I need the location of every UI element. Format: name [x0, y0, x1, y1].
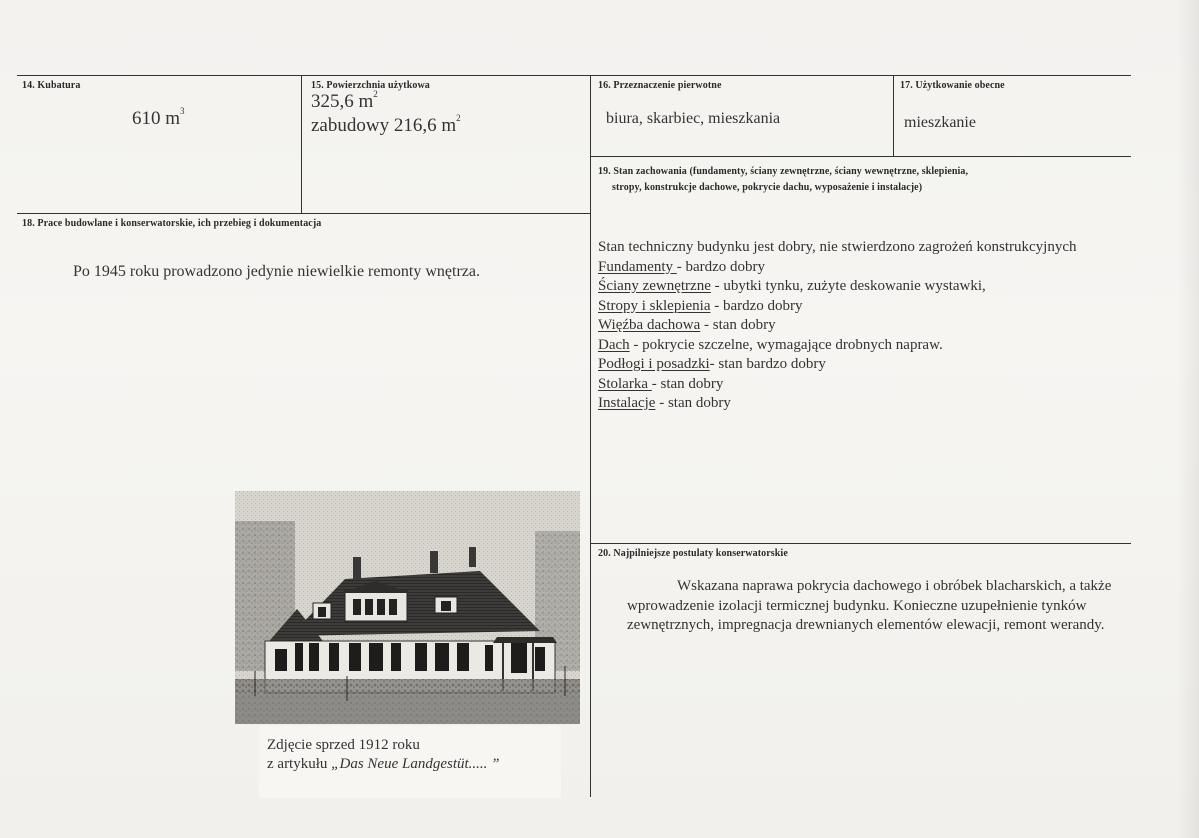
condition-intro: Stan techniczny budynku jest dobry, nie stwierdzono zagrożeń konstrukcyjnych	[598, 239, 1077, 255]
field-19-label-line2: stropy, konstrukcje dachowe, pokrycie dachu, wyposażenie i instalacje)	[612, 182, 923, 193]
field-14-value: 610 $m^3$	[132, 106, 185, 129]
field-15-usable-value: 325,6 $m^2$	[311, 89, 378, 112]
field-18-value: Po 1945 roku prowadzono jedynie niewielkie remonty wnętrza.	[73, 263, 480, 280]
condition-item: Podłogi i posadzki- stan bardzo dobry	[598, 356, 826, 372]
condition-item: Ściany zewnętrzne - ubytki tynku, zużyte deskowanie wystawki,	[598, 278, 986, 294]
rule-18-top	[17, 213, 591, 214]
condition-item: Stropy i sklepienia - bardzo dobry	[598, 297, 803, 314]
field-17-value: mieszkanie	[904, 114, 976, 131]
divider-14-15	[301, 75, 302, 213]
historic-building-photo	[235, 491, 580, 724]
rule-16-17-bottom	[590, 156, 1131, 157]
field-19-label-line1: 19. Stan zachowania (fundamenty, ściany zewnętrzne, ściany wewnętrzne, sklepienia,	[598, 166, 969, 177]
divider-16-17	[893, 75, 894, 157]
field-20-value: Wskazana naprawa pokrycia dachowego i obróbek blacharskich, a także wprowadzenie izolacji termicznej budynku. Konieczne uzupełnienie tynków zewnętrznych, impregnacja drewnianych elementów elewacji, remont werandy.	[627, 578, 1112, 633]
article-title: „Das Neue Landgestüt..... ”	[331, 756, 500, 772]
caption-line-2: z artykułu „Das Neue Landgestüt..... ”	[267, 756, 500, 772]
field-14-label: 14. Kubatura	[22, 80, 81, 91]
condition-item: Fundamenty - bardzo dobry	[598, 258, 766, 275]
top-rule	[17, 75, 1131, 76]
condition-item: Dach - pokrycie szczelne, wymagające drobnych napraw.	[598, 336, 943, 353]
condition-item: Instalacje - stan dobry	[598, 395, 731, 411]
caption-line-1: Zdjęcie sprzed 1912 roku	[267, 737, 420, 753]
house-illustration	[235, 491, 580, 724]
field-17-label: 17. Użytkowanie obecne	[900, 80, 1005, 91]
field-20-label: 20. Najpilniejsze postulaty konserwatorskie	[598, 548, 788, 559]
condition-list	[598, 238, 1076, 414]
field-16-label: 16. Przeznaczenie pierwotne	[598, 80, 722, 91]
condition-item: Stolarka - stan dobry	[598, 375, 724, 392]
rule-20-top	[590, 543, 1131, 544]
field-15-built-value: zabudowy 216,6 $m^2$	[311, 113, 461, 136]
field-15-label: 15. Powierzchnia użytkowa	[311, 80, 430, 91]
field-16-value: biura, skarbiec, mieszkania	[606, 110, 781, 127]
condition-item: Więźba dachowa - stan dobry	[598, 317, 776, 333]
photo-caption	[267, 736, 500, 774]
divider-center	[590, 75, 591, 797]
field-18-label: 18. Prace budowlane i konserwatorskie, ich przebieg i dokumentacja	[22, 218, 322, 229]
